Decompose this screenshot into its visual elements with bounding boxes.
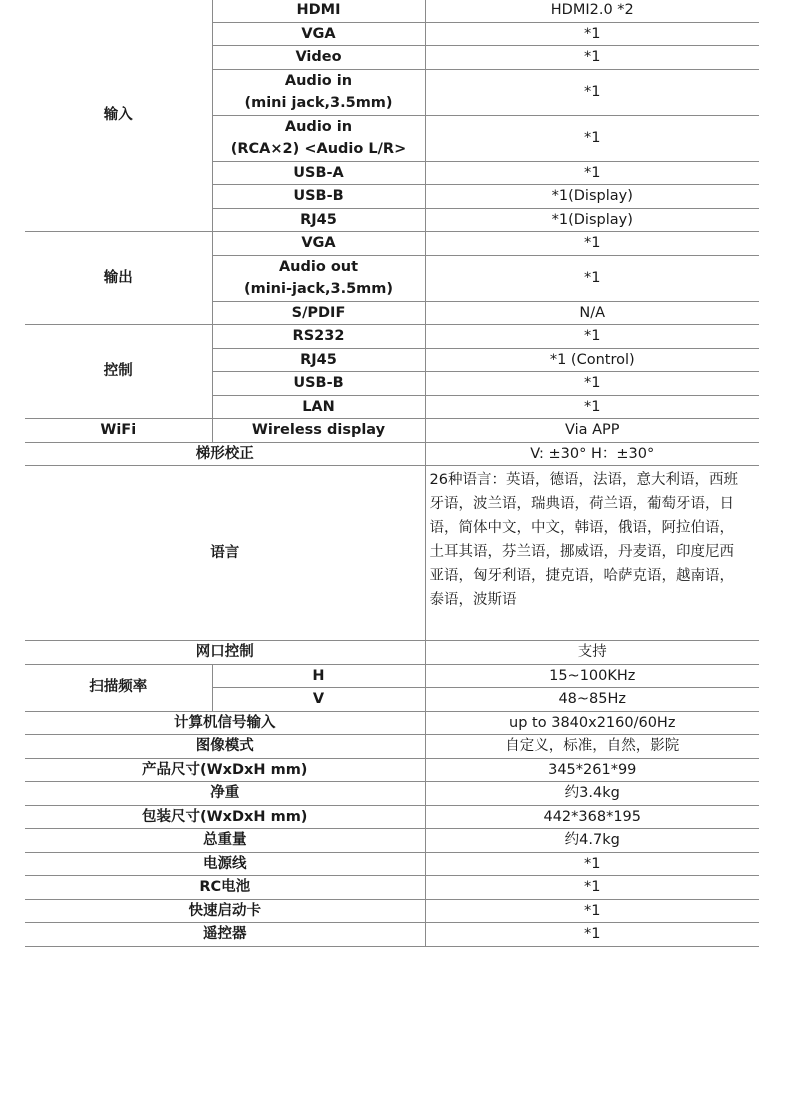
network-control-label: 网口控制 bbox=[25, 641, 425, 665]
scan-name: H bbox=[212, 664, 425, 688]
spec-label: 电源线 bbox=[25, 852, 425, 876]
port-name: RS232 bbox=[212, 325, 425, 349]
table-row bbox=[25, 899, 759, 923]
table-row bbox=[25, 641, 759, 665]
spec-value: 约4.7kg bbox=[425, 829, 759, 853]
table-row bbox=[25, 829, 759, 853]
spec-value: 345*261*99 bbox=[425, 758, 759, 782]
spec-value: 442*368*195 bbox=[425, 805, 759, 829]
spec-label: 总重量 bbox=[25, 829, 425, 853]
port-name: S/PDIF bbox=[212, 301, 425, 325]
spec-label: 遥控器 bbox=[25, 923, 425, 947]
spec-label: 净重 bbox=[25, 782, 425, 806]
port-value: *1(Display) bbox=[425, 208, 759, 232]
language-line: 亚语，匈牙利语，捷克语，哈萨克语，越南语， bbox=[429, 568, 734, 584]
port-name-line2: (mini-jack,3.5mm) bbox=[243, 281, 394, 297]
port-name: RJ45 bbox=[212, 208, 425, 232]
port-value: *1 (Control) bbox=[425, 348, 759, 372]
port-name-line2: (RCA×2) <Audio L/R> bbox=[230, 141, 407, 157]
port-name: Wireless display bbox=[212, 419, 425, 443]
keystone-value: V: ±30° H：±30° bbox=[425, 442, 759, 466]
port-name: USB-A bbox=[212, 161, 425, 185]
group-label-input: 输入 bbox=[25, 0, 212, 232]
language-line: 26种语言：英语，德语，法语，意大利语，西班 bbox=[429, 472, 738, 488]
port-value: *1 bbox=[425, 255, 759, 301]
table-row bbox=[25, 0, 759, 22]
table-row bbox=[25, 419, 759, 443]
port-name: Video bbox=[212, 46, 425, 70]
table-row bbox=[25, 466, 759, 641]
spec-value: *1 bbox=[425, 852, 759, 876]
table-row bbox=[25, 232, 759, 256]
table-row bbox=[25, 442, 759, 466]
port-value: *1 bbox=[425, 232, 759, 256]
port-value: Via APP bbox=[425, 419, 759, 443]
port-value: *1 bbox=[425, 46, 759, 70]
language-label: 语言 bbox=[25, 466, 425, 641]
port-name bbox=[212, 69, 425, 115]
table-row bbox=[25, 325, 759, 349]
port-value: *1(Display) bbox=[425, 185, 759, 209]
language-value bbox=[425, 466, 759, 641]
table-row bbox=[25, 876, 759, 900]
port-name-line1: Audio in bbox=[284, 118, 353, 135]
port-value: *1 bbox=[425, 161, 759, 185]
spec-label: 计算机信号输入 bbox=[25, 711, 425, 735]
port-name: LAN bbox=[212, 395, 425, 419]
spec-label: 产品尺寸(WxDxH mm) bbox=[25, 758, 425, 782]
group-label-control: 控制 bbox=[25, 325, 212, 419]
table-row bbox=[25, 735, 759, 759]
language-line: 语，简体中文，中文，韩语，俄语，阿拉伯语， bbox=[429, 520, 734, 536]
spec-label: RC电池 bbox=[25, 876, 425, 900]
spec-label: 包装尺寸(WxDxH mm) bbox=[25, 805, 425, 829]
port-value: N/A bbox=[425, 301, 759, 325]
spec-value: up to 3840x2160/60Hz bbox=[425, 711, 759, 735]
port-name: RJ45 bbox=[212, 348, 425, 372]
table-row bbox=[25, 782, 759, 806]
port-name bbox=[212, 255, 425, 301]
port-value: HDMI2.0 *2 bbox=[425, 0, 759, 22]
group-label-output: 输出 bbox=[25, 232, 212, 325]
scan-name: V bbox=[212, 688, 425, 712]
spec-value: *1 bbox=[425, 923, 759, 947]
port-name-line2: (mini jack,3.5mm) bbox=[244, 95, 393, 111]
spec-value: *1 bbox=[425, 876, 759, 900]
port-name: HDMI bbox=[212, 0, 425, 22]
spec-value: 约3.4kg bbox=[425, 782, 759, 806]
table-row bbox=[25, 923, 759, 947]
table-row bbox=[25, 758, 759, 782]
port-value: *1 bbox=[425, 372, 759, 396]
port-name: VGA bbox=[212, 232, 425, 256]
port-name bbox=[212, 115, 425, 161]
language-line: 泰语，波斯语 bbox=[429, 592, 517, 608]
table-row bbox=[25, 805, 759, 829]
keystone-label: 梯形校正 bbox=[25, 442, 425, 466]
spec-value: 自定义，标准，自然，影院 bbox=[425, 735, 759, 759]
port-value: *1 bbox=[425, 69, 759, 115]
scan-value: 48~85Hz bbox=[425, 688, 759, 712]
port-name: USB-B bbox=[212, 185, 425, 209]
port-name-line1: Audio out bbox=[278, 258, 359, 275]
port-name: VGA bbox=[212, 22, 425, 46]
port-name-line1: Audio in bbox=[284, 72, 353, 89]
language-line: 牙语，波兰语，瑞典语，荷兰语，葡萄牙语，日 bbox=[429, 496, 734, 512]
scan-value: 15~100KHz bbox=[425, 664, 759, 688]
spec-label: 图像模式 bbox=[25, 735, 425, 759]
table-row bbox=[25, 664, 759, 688]
port-value: *1 bbox=[425, 22, 759, 46]
port-value: *1 bbox=[425, 325, 759, 349]
table-row bbox=[25, 711, 759, 735]
group-label-scan: 扫描频率 bbox=[25, 664, 212, 711]
spec-value: *1 bbox=[425, 899, 759, 923]
port-name: USB-B bbox=[212, 372, 425, 396]
network-control-value: 支持 bbox=[425, 641, 759, 665]
port-value: *1 bbox=[425, 395, 759, 419]
table-row bbox=[25, 852, 759, 876]
port-value: *1 bbox=[425, 115, 759, 161]
spec-label: 快速启动卡 bbox=[25, 899, 425, 923]
spec-table bbox=[25, 0, 759, 947]
group-label-wifi: WiFi bbox=[25, 419, 212, 443]
language-line: 土耳其语，芬兰语，挪威语，丹麦语，印度尼西 bbox=[429, 544, 734, 560]
